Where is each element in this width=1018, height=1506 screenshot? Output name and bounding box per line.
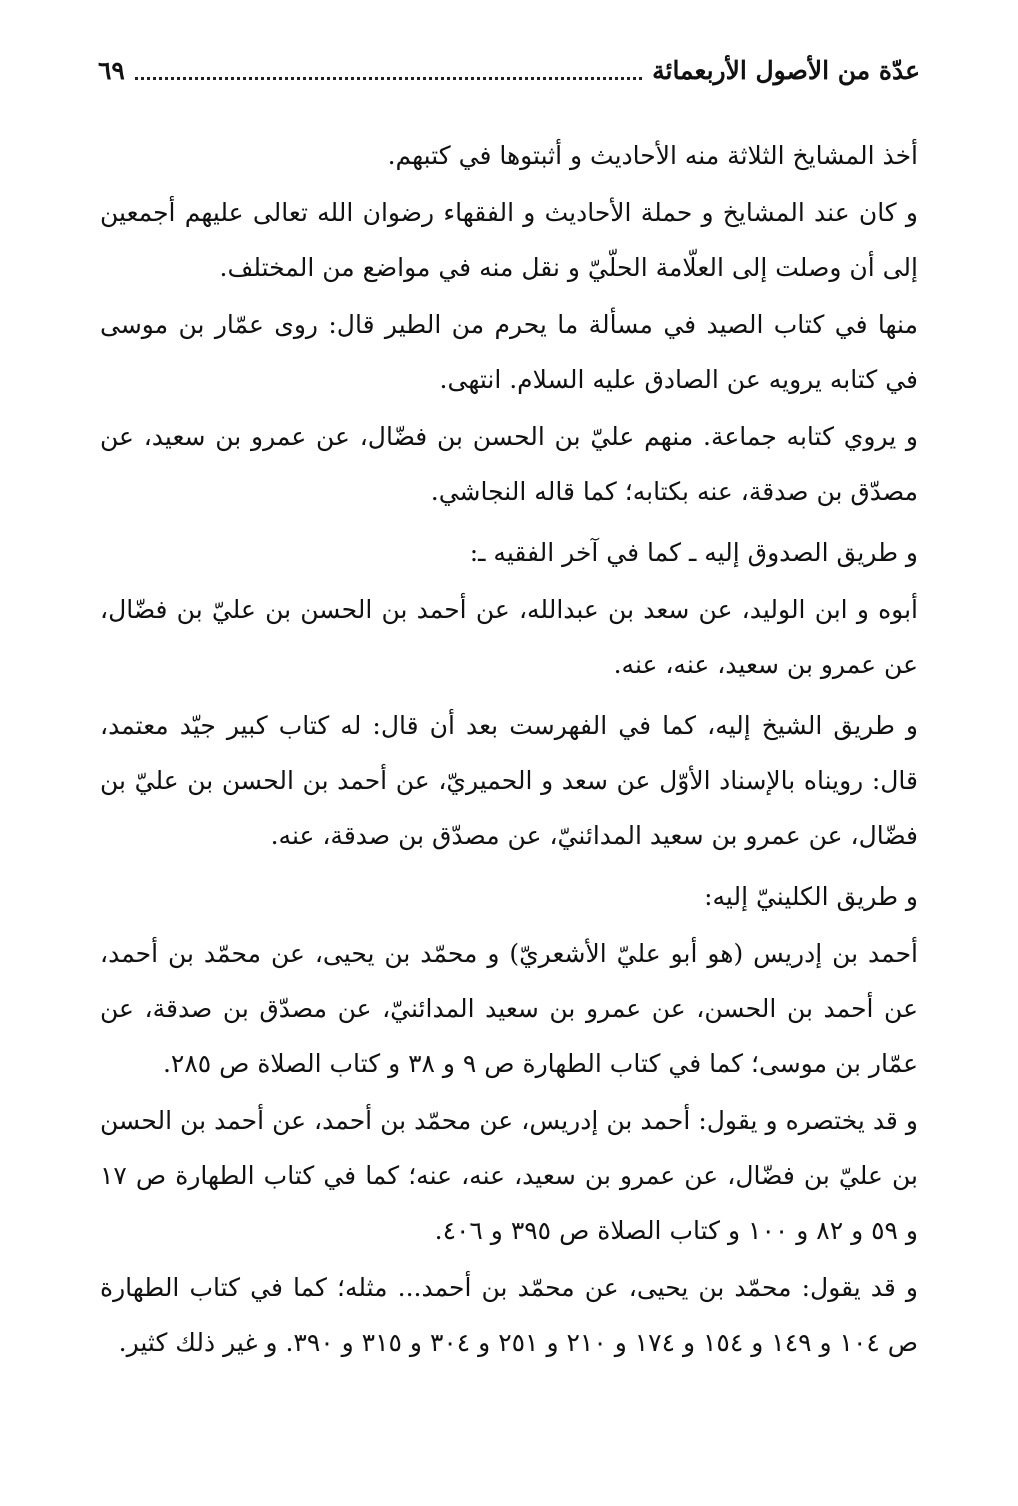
paragraph-11: و قد يقول: محمّد بن يحيى، عن محمّد بن أحمد... مثله؛ كما في كتاب الطهارة ص ١٠٤ و ١٤٩ و ١٥٤ و ١٧٤ و ٢١٠ و ٢٥١ و ٣٠٤ و ٣١٥ و ٣٩٠. و غير ذلك كثير. [100, 1273, 918, 1357]
paragraph-6: أبوه و ابن الوليد، عن سعد بن عبدالله، عن أحمد بن الحسن بن عليّ بن فضّال، عن عمرو بن سعيد، عنه، عنه. [100, 595, 918, 679]
paragraph-1: أخذ المشايخ الثلاثة منه الأحاديث و أثبتوها في كتبهم. [387, 141, 918, 170]
paragraph-4: و يروي كتابه جماعة. منهم عليّ بن الحسن بن فضّال، عن عمرو بن سعيد، عن مصدّق بن صدقة، عنه بكتابه؛ كما قاله النجاشي. [100, 422, 918, 506]
paragraph-2: و كان عند المشايخ و حملة الأحاديث و الفقهاء رضوان الله تعالى عليهم أجمعين إلى أن وصلت إلى العلّامة الحلّيّ و نقل منه في مواضع من المختلف. [100, 198, 918, 282]
paragraph-7: و طريق الشيخ إليه، كما في الفهرست بعد أن قال: له كتاب كبير جيّد معتمد، قال: رويناه بالإسناد الأوّل عن سعد و الحميريّ، عن أحمد بن الحسن بن عليّ بن فضّال، عن عمرو بن سعيد المدائنيّ، عن مصدّق بن صدقة، عنه. [100, 711, 918, 850]
page-header [98, 48, 920, 92]
body-text [100, 128, 918, 1372]
paragraph-3: منها في كتاب الصيد في مسألة ما يحرم من الطير قال: روى عمّار بن موسى في كتابه يرويه عن الصادق عليه السلام. انتهى. [100, 310, 918, 394]
paragraph-9: أحمد بن إدريس (هو أبو عليّ الأشعريّ) و محمّد بن يحيى، عن محمّد بن أحمد، عن أحمد بن الحسن، عن عمرو بن سعيد المدائنيّ، عن مصدّق بن صدقة، عن عمّار بن موسى؛ كما في كتاب الطهارة ص ٩ و ٣٨ و كتاب الصلاة ص ٢٨٥. [100, 939, 918, 1078]
dotted-leader [135, 77, 642, 80]
paragraph-5: و طريق الصدوق إليه ـ كما في آخر الفقيه ـ: [469, 538, 918, 567]
paragraph-10: و قد يختصره و يقول: أحمد بن إدريس، عن محمّد بن أحمد، عن أحمد بن الحسن بن عليّ بن فضّال، عن عمرو بن سعيد، عنه، عنه؛ كما في كتاب الطهارة ص ١٧ و ٥٩ و ٨٢ و ١٠٠ و كتاب الصلاة ص ٣٩٥ و ٤٠٦. [100, 1106, 918, 1245]
paragraph-8: و طريق الكلينيّ إليه: [704, 882, 918, 911]
page-number: ٦٩ [98, 55, 125, 85]
running-title: عدّة من الأصول الأربعمائة [652, 55, 920, 85]
